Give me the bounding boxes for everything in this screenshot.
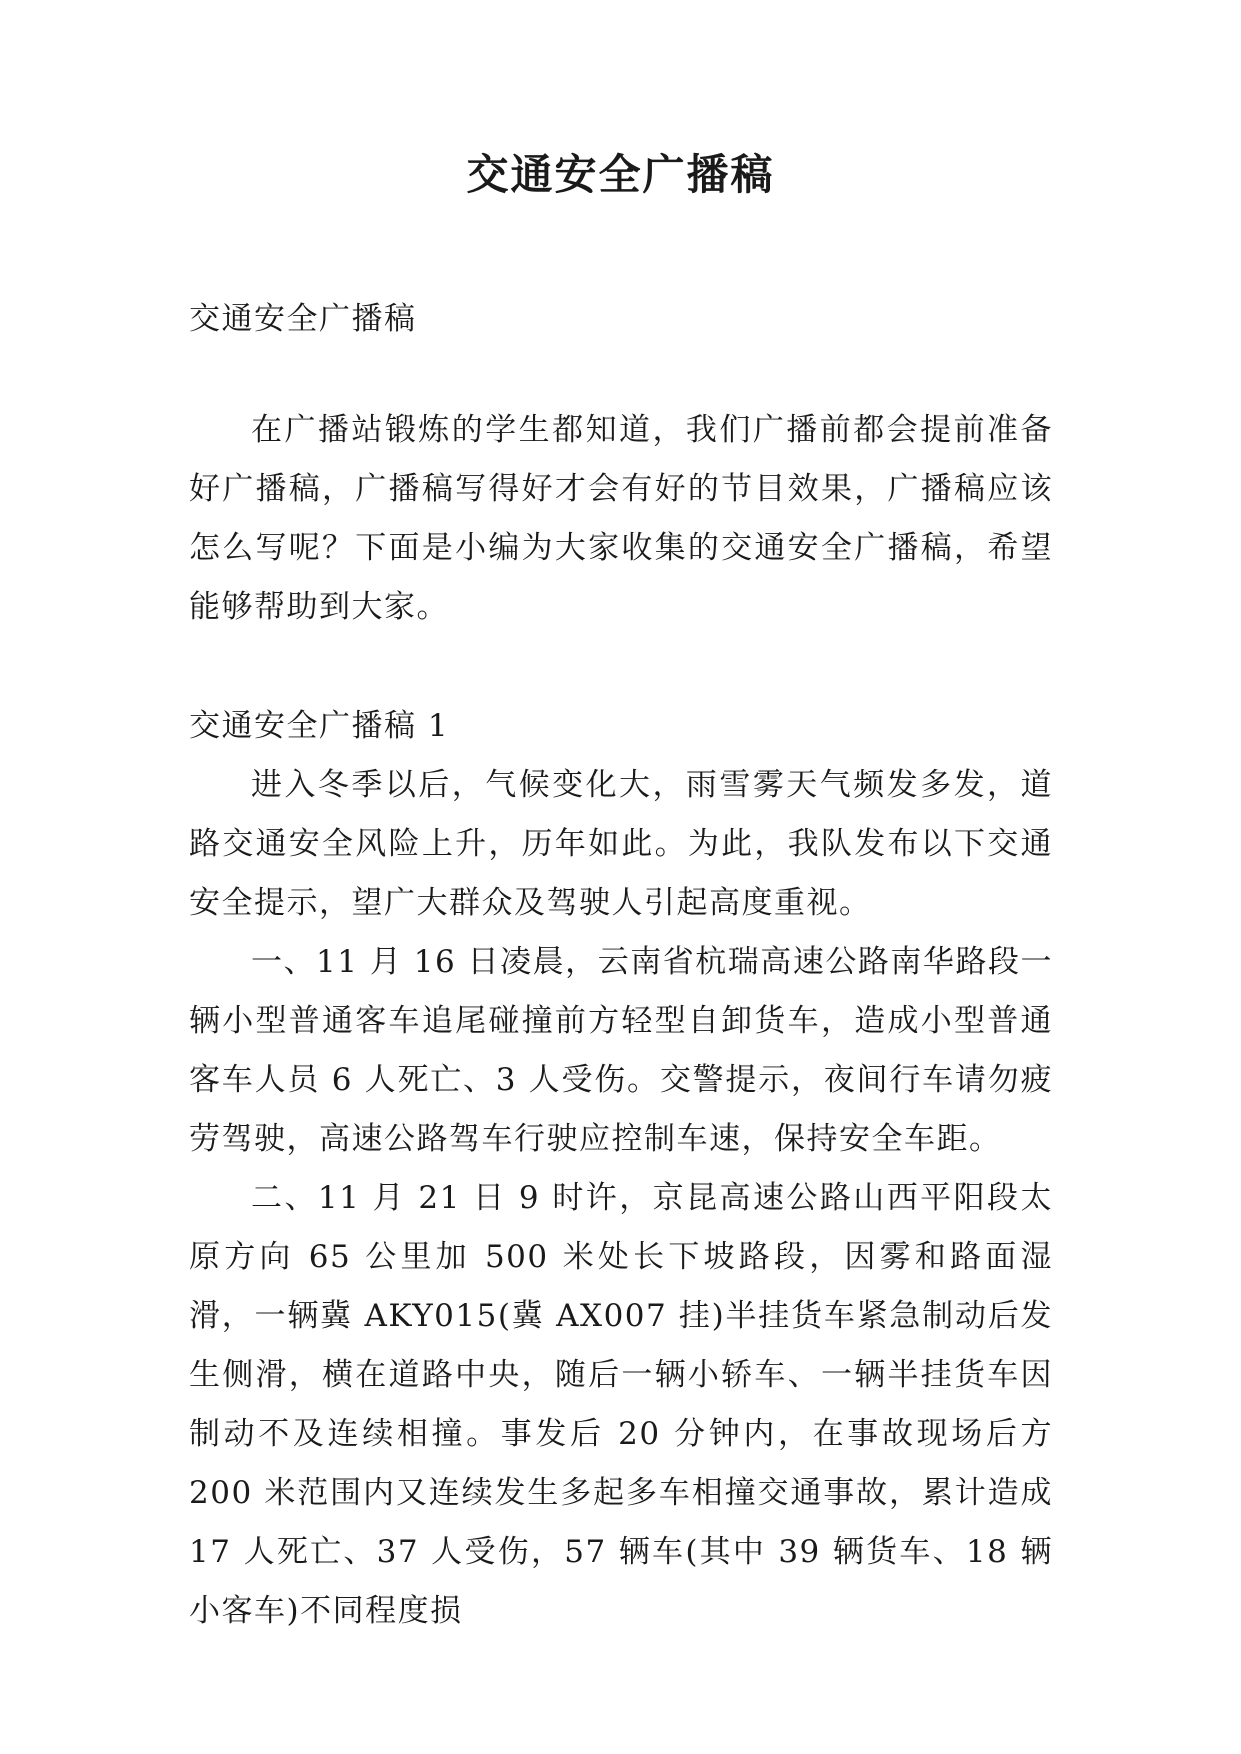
intro-paragraph: 在广播站锻炼的学生都知道，我们广播前都会提前准备好广播稿，广播稿写得好才会有好的节目效果，广播稿应该怎么写呢？下面是小编为大家收集的交通安全广播稿，希望能够帮助到大家。 — [189, 412, 1053, 625]
body-paragraph: 进入冬季以后，气候变化大，雨雪雾天气频发多发，道路交通安全风险上升，历年如此。为此，我队发布以下交通安全提示，望广大群众及驾驶人引起高度重视。 — [189, 767, 1053, 921]
body-paragraph: 一、11 月 16 日凌晨，云南省杭瑞高速公路南华路段一辆小型普通客车追尾碰撞前方轻型自卸货车，造成小型普通客车人员 6 人死亡、3 人受伤。交警提示，夜间行车请勿疲劳驾驶，高速公路驾车行驶应控制车速，保持安全车距。 — [189, 944, 1053, 1157]
document-title: 交通安全广播稿 — [466, 150, 775, 199]
spacer — [189, 349, 1053, 401]
section-heading: 交通安全广播稿 1 — [189, 708, 450, 744]
body-paragraph: 二、11 月 21 日 9 时许，京昆高速公路山西平阳段太原方向 65 公里加 500 米处长下坡路段，因雾和路面湿滑，一辆冀 AKY015(冀 AX007 挂)半挂货车紧急制动后发生侧滑，横在道路中央，随后一辆小轿车、一辆半挂货车因制动不及连续相撞。事发后 20 分钟内，在事故现场后方 200 米范围内又连续发生多起多车相撞交通事故，累计造成 17 人死亡、37 人受伤，57 辆车(其中 39 辆货车、18 辆小客车)不同程度损 — [189, 1180, 1053, 1629]
document-subtitle: 交通安全广播稿 — [189, 301, 417, 337]
spacer — [189, 637, 1053, 697]
document-body — [189, 290, 1053, 1641]
